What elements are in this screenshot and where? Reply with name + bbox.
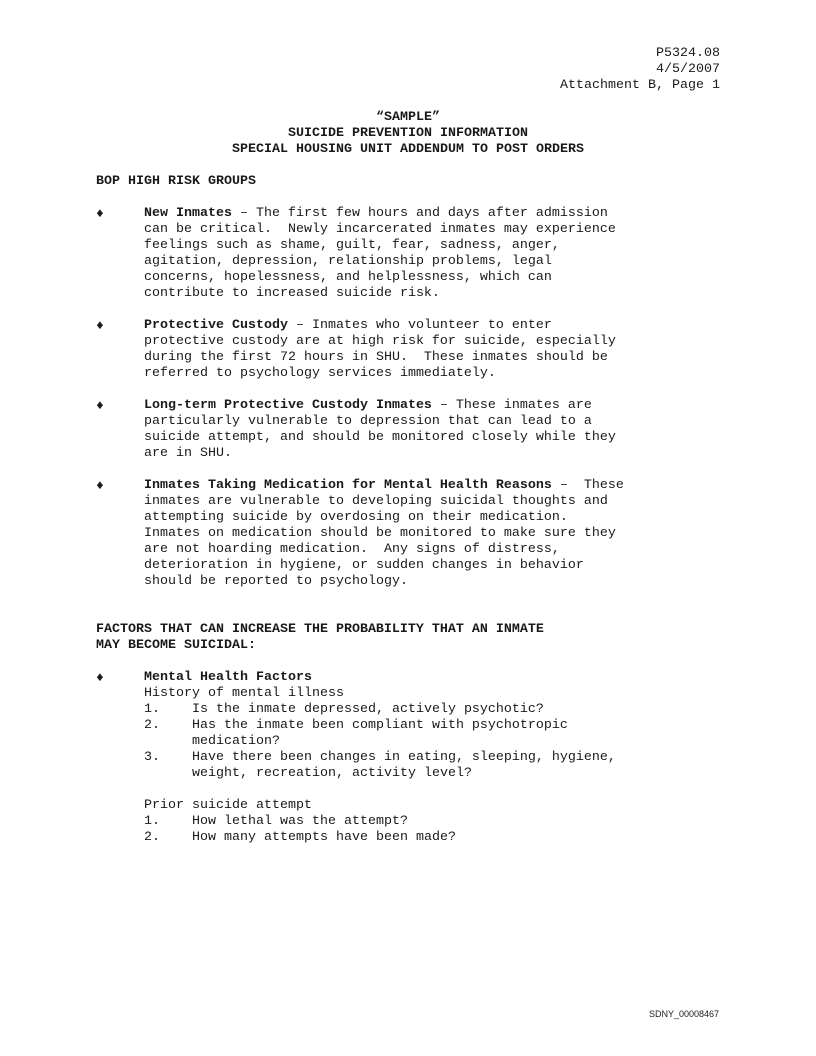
section-heading-factors-line1: FACTORS THAT CAN INCREASE THE PROBABILITY THAT AN INMATE xyxy=(96,622,544,637)
diamond-bullet-icon: ♦ xyxy=(96,398,104,413)
document-header xyxy=(560,46,720,94)
document-date: 4/5/2007 xyxy=(656,62,720,77)
bullet-text: New Inmates – The first few hours and days after admission can be critical. Newly incarcerated inmates may experience feelings such as shame, guilt, fear, sadness, anger, agitation, depression, relationship problems, legal concerns, hopelessness, and helplessness, which can contribute to increased suicide risk. xyxy=(144,206,616,301)
bullet-text: Protective Custody – Inmates who volunteer to enter protective custody are at high risk for suicide, especially during the first 72 hours in SHU. These inmates should be referred to psychology services immediately. xyxy=(144,318,616,381)
diamond-bullet-icon: ♦ xyxy=(96,478,104,493)
bullet-text: Inmates Taking Medication for Mental Health Reasons – These inmates are vulnerable to developing suicidal thoughts and attempting suicide by overdosing on their medication. Inmates on medication should be monitored to make sure they are not hoarding medication. Any signs of distress, deterioration in hygiene, or sudden changes in behavior should be reported to psychology. xyxy=(144,478,624,589)
diamond-bullet-icon: ♦ xyxy=(96,318,104,333)
section-heading-factors-line2: MAY BECOME SUICIDAL: xyxy=(96,638,256,653)
bullet-text: Long-term Protective Custody Inmates – These inmates are particularly vulnerable to depression that can lead to a suicide attempt, and should be monitored closely while they are in SHU. xyxy=(144,398,616,461)
list-item: 2. How many attempts have been made? xyxy=(144,830,456,845)
attachment-page: Attachment B, Page 1 xyxy=(560,78,720,93)
list-item: 2. Has the inmate been compliant with psychotropic medication? xyxy=(144,718,568,749)
bullet-title: New Inmates xyxy=(144,206,232,221)
title-sample: “SAMPLE” xyxy=(376,110,440,125)
bates-number: SDNY_00008467 xyxy=(648,1009,719,1019)
bullet-title: Protective Custody xyxy=(144,318,288,333)
subgroup-label: Prior suicide attempt xyxy=(144,798,312,813)
list-item: 3. Have there been changes in eating, sleeping, hygiene, weight, recreation, activity level? xyxy=(144,750,616,781)
numbered-list-prior-attempt xyxy=(144,814,728,846)
bullet-title: Inmates Taking Medication for Mental Health Reasons xyxy=(144,478,552,493)
numbered-list-mental-illness xyxy=(144,702,728,782)
title-main: SUICIDE PREVENTION INFORMATION xyxy=(288,126,528,141)
list-item: 1. How lethal was the attempt? xyxy=(144,814,408,829)
diamond-bullet-icon: ♦ xyxy=(96,206,104,221)
subgroup-label: History of mental illness xyxy=(144,686,344,701)
section-heading-high-risk-groups: BOP HIGH RISK GROUPS xyxy=(96,174,256,189)
document-number: P5324.08 xyxy=(656,46,720,61)
bullet-title: Mental Health Factors xyxy=(144,670,312,685)
bullet-text xyxy=(144,670,728,846)
document-title xyxy=(0,110,816,158)
diamond-bullet-icon: ♦ xyxy=(96,670,104,685)
title-sub: SPECIAL HOUSING UNIT ADDENDUM TO POST ORDERS xyxy=(232,142,584,157)
list-item: 1. Is the inmate depressed, actively psychotic? xyxy=(144,702,544,717)
bullet-title: Long-term Protective Custody Inmates xyxy=(144,398,432,413)
